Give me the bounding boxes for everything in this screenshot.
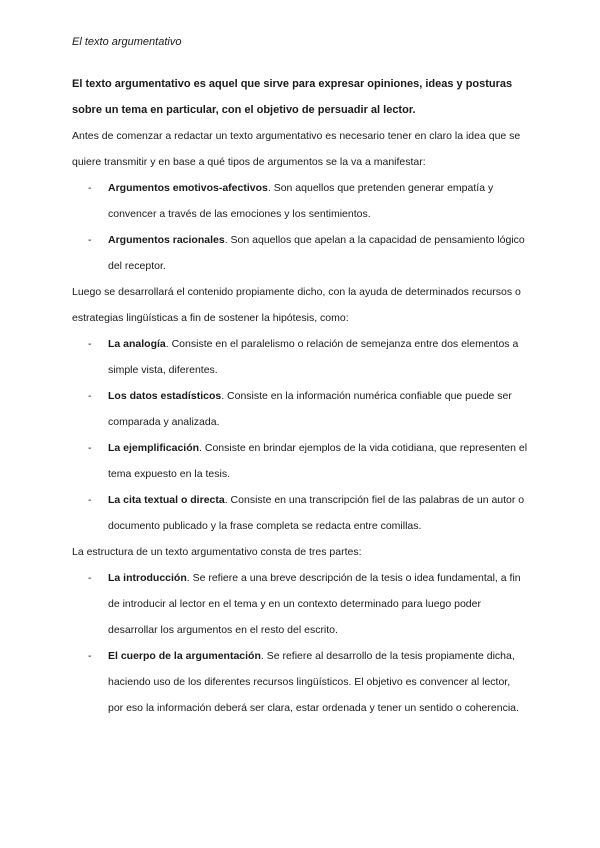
dash-bullet: - [88,442,92,454]
list-item-desc: . Se refiere al desarrollo de la tesis propiamente dicha, haciendo uso de los diferentes recursos lingüísticos. El objetivo es convencer al lector, por eso la información deberá ser clara, estar ordenada y tener un sentido o coherencia. [108,650,519,714]
paragraph-structure: La estructura de un texto argumentativo consta de tres partes: [72,546,362,558]
list-item-desc: . Se refiere a una breve descripción de la tesis o idea fundamental, a fin de introducir al lector en el tema y en un contexto determinado para luego poder desarrollar los argumentos en el resto del escrito. [108,572,521,636]
dash-bullet: - [88,234,92,246]
list-item-term: Argumentos emotivos-afectivos [108,182,268,194]
list-item-desc: . Consiste en una transcripción fiel de las palabras de un autor o documento publicado y la frase completa se redacta entre comillas. [108,494,525,532]
list-item-desc: . Consiste en la información numérica confiable que puede ser comparada y analizada. [108,390,512,428]
list-item [72,565,528,643]
list-item [72,487,528,539]
list-item-term: La analogía [108,338,166,350]
list-item-term: La cita textual o directa [108,494,225,506]
dash-bullet: - [88,494,92,506]
page-header: El texto argumentativo [72,36,182,48]
dash-bullet: - [88,390,92,402]
list-item-term: La introducción [108,572,187,584]
list-item [72,435,528,487]
paragraph-strategies: Luego se desarrollará el contenido propiamente dicho, con la ayuda de determinados recursos o estrategias lingüísticas a fin de sostener la hipótesis, como: [72,286,521,324]
list-item-desc: . Consiste en brindar ejemplos de la vida cotidiana, que representen el tema expuesto en la tesis. [108,442,528,480]
dash-bullet: - [88,338,92,350]
dash-bullet: - [88,650,92,662]
list-item-term: El cuerpo de la argumentación [108,650,261,662]
list-item-term: La ejemplificación [108,442,200,454]
intro-paragraph: El texto argumentativo es aquel que sirve para expresar opiniones, ideas y posturas sobre un tema en particular, con el objetivo de persuadir al lector. [72,78,513,116]
list-item-desc: . Son aquellos que pretenden generar empatía y convencer a través de las emociones y los sentimientos. [108,182,494,220]
list-argument-types [72,175,540,279]
list-item-term: Los datos estadísticos [108,390,222,402]
list-item-desc: . Son aquellos que apelan a la capacidad de pensamiento lógico del receptor. [108,234,525,272]
list-item-desc: . Consiste en el paralelismo o relación de semejanza entre dos elementos a simple vista, diferentes. [108,338,519,376]
list-item [72,227,528,279]
list-item [72,331,528,383]
list-item-term: Argumentos racionales [108,234,225,246]
paragraph-argument-types: Antes de comenzar a redactar un texto argumentativo es necesario tener en claro la idea que se quiere transmitir y en base a qué tipos de argumentos se la va a manifestar: [72,130,521,168]
list-item [72,643,528,721]
dash-bullet: - [88,182,92,194]
dash-bullet: - [88,572,92,584]
list-item [72,175,528,227]
list-strategies [72,331,540,539]
list-structure [72,565,540,721]
list-item [72,383,528,435]
